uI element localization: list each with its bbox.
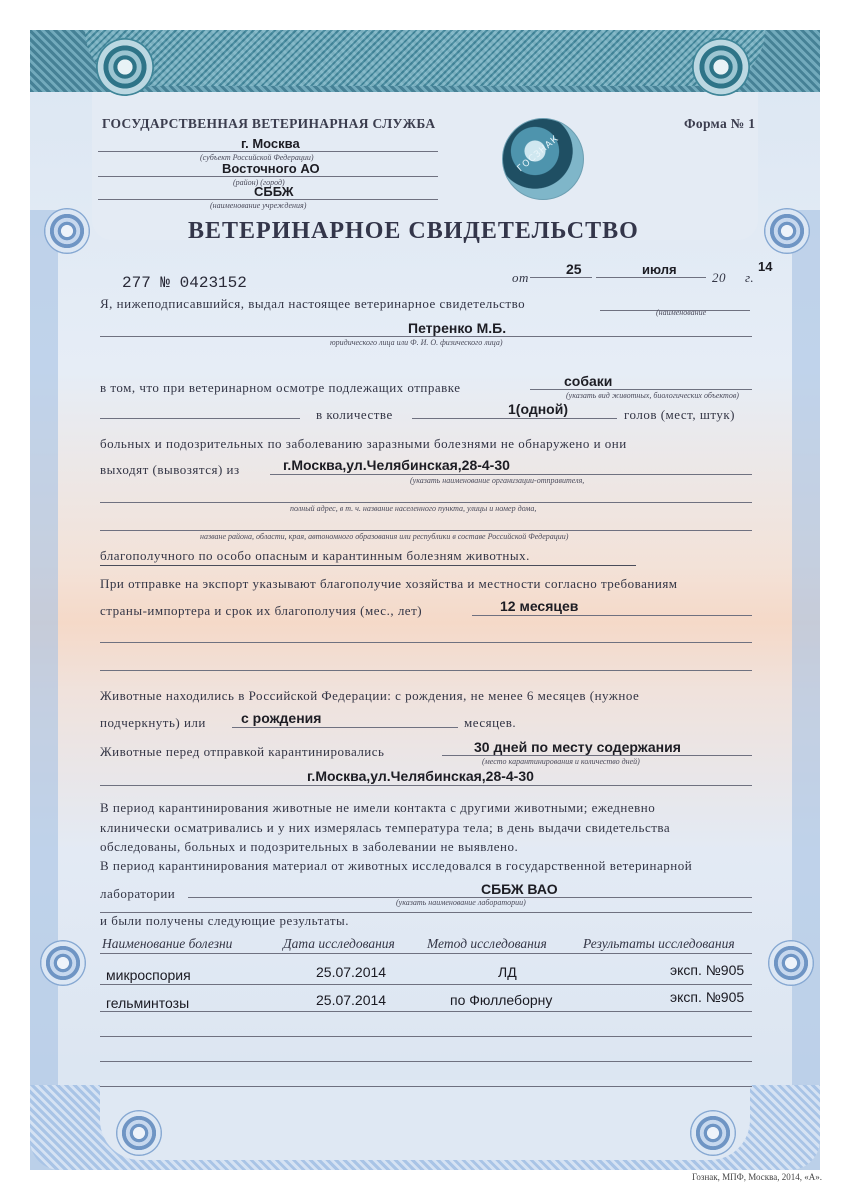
region-line — [100, 530, 752, 531]
row2-date: 25.07.2014 — [316, 992, 387, 1008]
year-prefix: 20 — [712, 270, 726, 285]
lab-text-1: В период карантинирования материал от животных исследовался в государственной ветеринарной — [100, 858, 693, 873]
row1-result: эксп. №905 — [670, 962, 745, 978]
form-number: Форма № 1 — [684, 116, 756, 131]
region-caption: назване района, области, края, автономного образования или республики в составе Российской Федерации) — [200, 532, 569, 541]
quarantine-line — [442, 755, 752, 756]
lab-value: СББЖ ВАО — [481, 881, 558, 897]
rosette-left-lower-icon — [40, 940, 86, 986]
export-text-1: При отправке на экспорт указывают благополучие хозяйства и местности согласно требованиям — [100, 576, 678, 591]
blank-row-line-3 — [100, 1086, 752, 1087]
rosette-left-upper-icon — [44, 208, 90, 254]
issued-text: Я, нижеподписавшийся, выдал настоящее ветеринарное свидетельство — [100, 296, 526, 311]
document-title: ВЕТЕРИНАРНОЕ СВИДЕТЕЛЬСТВО — [188, 218, 639, 244]
subject-value: г. Москва — [241, 136, 300, 151]
row1-date: 25.07.2014 — [316, 964, 387, 980]
quarantine-address: г.Москва,ул.Челябинская,28-4-30 — [307, 768, 534, 784]
rosette-bottom-right-icon — [690, 1110, 736, 1156]
institution-caption: (наименование учреждения) — [210, 201, 307, 210]
quantity-suffix: голов (мест, штук) — [624, 407, 736, 422]
residence-value: с рождения — [241, 710, 322, 726]
row1-disease: микроспория — [106, 967, 191, 983]
inspection-text: в том, что при ветеринарном осмотре подлежащих отправке — [100, 380, 461, 395]
bottom-panel — [100, 1080, 750, 1160]
date-year: 14 — [758, 259, 773, 274]
district-caption: (район) (город) — [233, 178, 285, 187]
animals-line — [530, 389, 752, 390]
contact-text-1: В период карантинирования животные не имели контакта с другими животными; ежедневно — [100, 800, 656, 815]
rosette-bottom-left-icon — [116, 1110, 162, 1156]
wellbeing-text: благополучного по особо опасным и карантинным болезням животных. — [100, 548, 530, 563]
residence-text-2: подчеркнуть) или — [100, 715, 206, 730]
export-line — [472, 615, 752, 616]
origin-caption: (указать наименование организации-отправителя, — [410, 476, 585, 485]
number-sign: № — [160, 274, 171, 292]
issuer-line — [100, 336, 752, 337]
printer-imprint: Гознак, МПФ, Москва, 2014, «А». — [692, 1172, 823, 1182]
day-line — [530, 277, 592, 278]
export-value: 12 месяцев — [500, 598, 579, 614]
table-header-disease: Наименование болезни — [102, 936, 233, 951]
subject-line — [98, 151, 438, 152]
row1-line — [100, 984, 752, 985]
date-day: 25 — [566, 261, 582, 277]
row2-method: по Фюллеборну — [450, 992, 553, 1008]
lab-text-2: лаборатории — [100, 886, 176, 901]
results-text: и были получены следующие результаты. — [100, 913, 350, 928]
series: 277 — [122, 274, 151, 292]
origin-line — [270, 474, 752, 475]
quantity-prefix: в количестве — [316, 407, 393, 422]
blank-row-line-1 — [100, 1036, 752, 1037]
row2-disease: гельминтозы — [106, 995, 190, 1011]
institution-value: СББЖ — [254, 184, 294, 199]
blank-line-2 — [100, 670, 752, 671]
issuer-caption: юридического лица или Ф. И. О. физического лица) — [330, 338, 503, 347]
table-header-result: Результаты исследования — [583, 936, 735, 951]
institution-line — [98, 199, 438, 200]
contact-text-2: клинически осматривались и у них измерялась температура тела; в день выдачи свидетельства — [100, 820, 671, 835]
row2-line — [100, 1011, 752, 1012]
number: 0423152 — [179, 274, 247, 292]
district-value: Восточного АО — [222, 161, 320, 176]
row1-method: ЛД — [498, 964, 517, 980]
disease-text: больных и подозрительных по заболеванию заразными болезнями не обнаружено и они — [100, 436, 627, 451]
export-text-2: страны-импортера и срок их благополучия (мес., лет) — [100, 603, 423, 618]
residence-text-1: Животные находились в Российской Федерации: с рождения, не менее 6 месяцев (нужное — [100, 688, 640, 703]
issuer-value: Петренко М.Б. — [408, 320, 507, 336]
rosette-top-right-icon — [692, 38, 750, 96]
hologram-icon: ГОСЗНАК — [502, 118, 584, 200]
quarantine-text: Животные перед отправкой карантинировались — [100, 744, 385, 759]
quarantine-address-line — [100, 785, 752, 786]
quarantine-caption: (место карантинирования и количество дней) — [482, 757, 640, 766]
rosette-right-upper-icon — [764, 208, 810, 254]
table-header-method: Метод исследования — [427, 936, 547, 951]
quantity-lead-line — [100, 418, 300, 419]
date-prefix: от — [512, 270, 529, 285]
address-caption: полный адрес, в т. ч. название населенного пункта, улицы и номер дома, — [290, 504, 537, 513]
year-suffix: г. — [745, 270, 755, 285]
service-heading: ГОСУДАРСТВЕННАЯ ВЕТЕРИНАРНАЯ СЛУЖБА — [102, 116, 436, 131]
table-header-line — [100, 953, 752, 954]
month-line — [596, 277, 706, 278]
table-header-date: Дата исследования — [283, 936, 395, 951]
residence-suffix: месяцев. — [464, 715, 517, 730]
animals-value: собаки — [564, 373, 613, 389]
certificate-series-number — [122, 274, 247, 292]
district-line — [98, 176, 438, 177]
date-month: июля — [642, 262, 677, 277]
subject-caption: (субъект Российской Федерации) — [200, 153, 314, 162]
guilloche-top-pattern — [85, 30, 765, 86]
residence-line — [232, 727, 458, 728]
contact-text-3: обследованы, больных и подозрительных в заболевании не выявлено. — [100, 839, 519, 854]
issued-caption: (наименование — [656, 308, 707, 317]
animals-caption: (указать вид животных, биологических объектов) — [566, 391, 739, 400]
quantity-line — [412, 418, 617, 419]
blank-row-line-2 — [100, 1061, 752, 1062]
quantity-value: 1(одной) — [508, 401, 568, 417]
origin-value: г.Москва,ул.Челябинская,28-4-30 — [283, 457, 510, 473]
origin-prefix: выходят (вывозятся) из — [100, 462, 240, 477]
row2-result: эксп. №905 — [670, 989, 745, 1005]
address-line — [100, 502, 752, 503]
rosette-top-left-icon — [96, 38, 154, 96]
rosette-right-lower-icon — [768, 940, 814, 986]
lab-caption: (указать наименование лаборатории) — [396, 898, 526, 907]
wellbeing-underline — [100, 565, 636, 566]
blank-line-1 — [100, 642, 752, 643]
quarantine-value: 30 дней по месту содержания — [474, 739, 681, 755]
